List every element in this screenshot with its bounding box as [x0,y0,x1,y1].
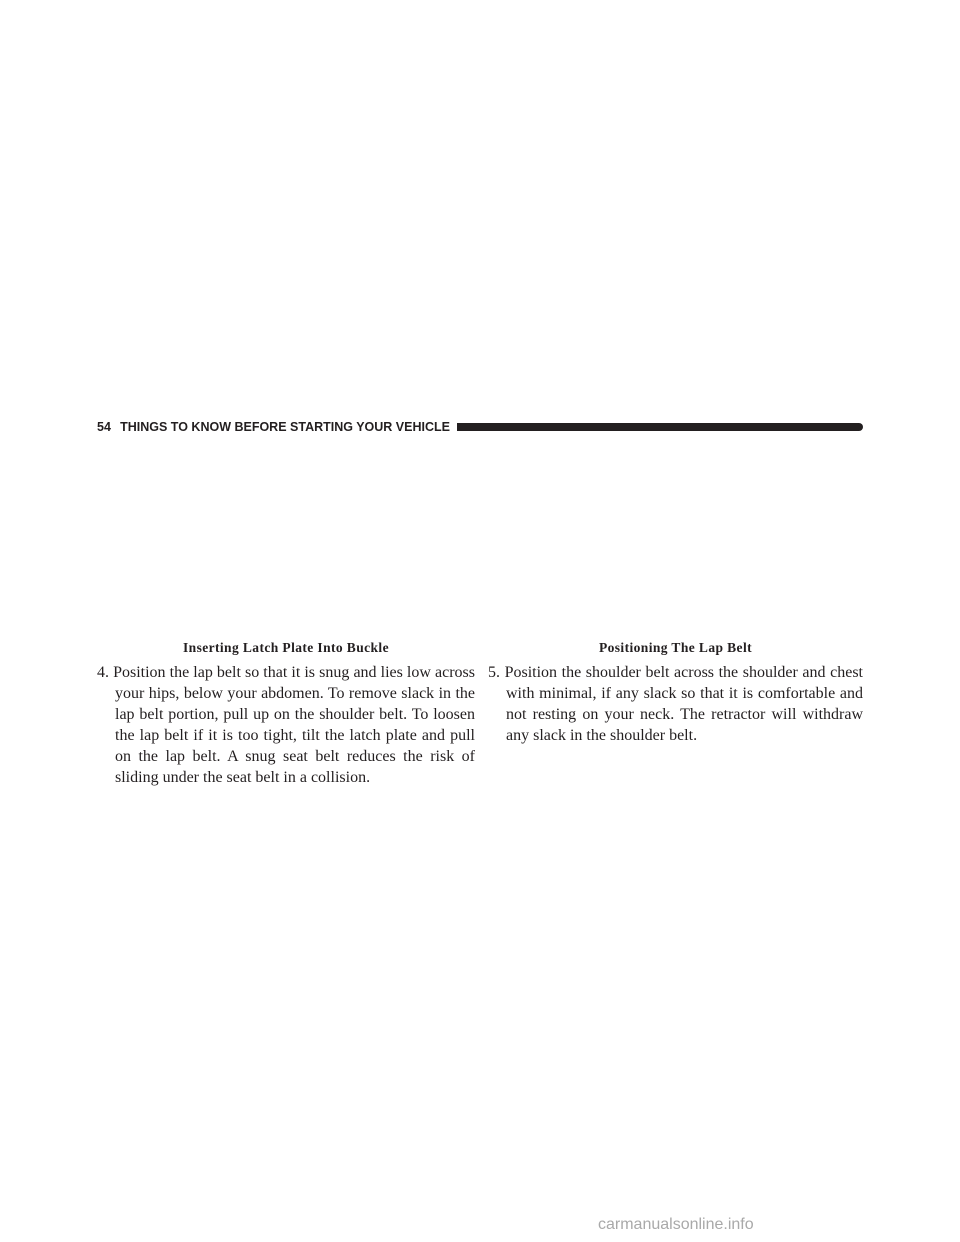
step-4-text: Position the lap belt so that it is snug and lies low across your hips, below your abdomen. To remove slack in the lap belt portion, pull up on the shoulder belt. To loosen the lap belt if it is too tight, tilt the latch plate and pull on the lap belt. A snug seat belt reduces the risk of sliding under the seat belt in a collision. [113,664,476,786]
figure-caption-lap-belt: Positioning The Lap Belt [598,640,752,655]
step-4 [97,662,475,788]
right-column [488,662,863,746]
page-number: 54 [97,420,112,434]
step-5-number: 5. [488,664,500,681]
step-5-text: Position the shoulder belt across the shoulder and chest with minimal, if any slack so that it is comfortable and not resting on your neck. The retractor will withdraw any slack in the shoulder belt. [504,664,863,744]
figure-caption-latch-plate: Inserting Latch Plate Into Buckle [183,640,389,655]
step-5 [488,662,863,746]
page-header [97,417,863,437]
header-rule [457,423,863,431]
left-column [97,662,475,788]
watermark: carmanualsonline.info [598,1216,754,1233]
step-4-number: 4. [97,664,109,681]
section-title: THINGS TO KNOW BEFORE STARTING YOUR VEHICLE [120,420,450,434]
